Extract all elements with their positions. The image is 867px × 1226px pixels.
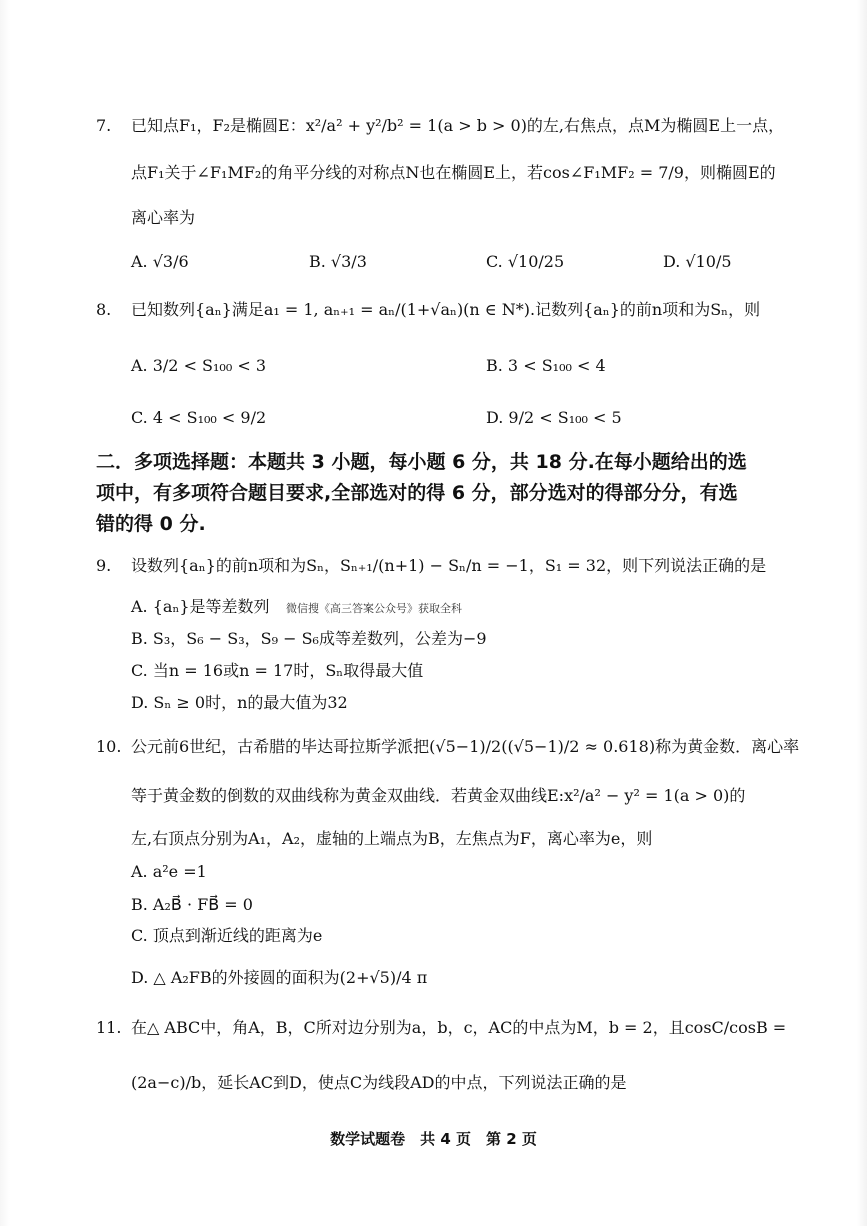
q9-option-d: D. Sₙ ≥ 0时，n的最大值为32 [131,693,348,712]
section2-heading-line3: 错的得 0 分. [96,513,206,535]
q8-text-line1: 已知数列{aₙ}满足a₁ = 1, aₙ₊₁ = aₙ/(1+√aₙ)(n ∈ N*).记数列{aₙ}的前n项和为Sₙ，则 [131,300,761,319]
page-footer: 数学试题卷 共 4 页 第 2 页 [330,1130,537,1148]
q9-option-c: C. 当n = 16或n = 17时，Sₙ取得最大值 [131,661,424,680]
q10-number: 10. [96,737,122,756]
q8-number: 8. [96,300,112,319]
q10-option-b: B. A₂B⃗ · FB⃗ = 0 [131,895,253,914]
q8-option-b: B. 3 < S₁₀₀ < 4 [486,356,606,375]
q7-option-d: D. √10/5 [663,252,732,271]
q7-text-line1: 已知点F₁，F₂是椭圆E：x²/a² + y²/b² = 1(a > b > 0)的左,右焦点，点M为椭圆E上一点， [131,116,785,135]
q9-option-b: B. S₃，S₆ − S₃，S₉ − S₆成等差数列，公差为−9 [131,629,487,648]
q9-option-a: A. {aₙ}是等差数列 [131,597,270,616]
q7-number: 7. [96,116,112,135]
q10-option-a: A. a²e =1 [131,862,207,881]
section2-heading-line1: 二．多项选择题：本题共 3 小题，每小题 6 分，共 18 分.在每小题给出的选 [96,451,747,473]
q7-option-b: B. √3/3 [309,252,367,271]
q11-text-line1: 在△ ABC中，角A，B，C所对边分别为a，b，c，AC的中点为M，b = 2，且cosC/cosB = [131,1018,787,1037]
q11-text-line2: (2a−c)/b，延长AC到D，使点C为线段AD的中点，下列说法正确的是 [131,1073,627,1092]
section2-heading-line2: 项中，有多项符合题目要求,全部选对的得 6 分，部分选对的得部分分，有选 [96,482,738,504]
q10-option-d: D. △ A₂FB的外接圆的面积为(2+√5)/4 π [131,968,428,987]
q7-option-a: A. √3/6 [131,252,189,271]
q10-text-line3: 左,右顶点分别为A₁，A₂，虚轴的上端点为B，左焦点为F，离心率为e，则 [131,829,653,848]
q8-option-d: D. 9/2 < S₁₀₀ < 5 [486,408,622,427]
q8-option-c: C. 4 < S₁₀₀ < 9/2 [131,408,267,427]
q10-text-line1: 公元前6世纪，古希腊的毕达哥拉斯学派把(√5−1)/2((√5−1)/2 ≈ 0.618)称为黄金数．离心率 [131,737,800,756]
q7-text-line3: 离心率为 [131,208,196,227]
q9-text-line1: 设数列{aₙ}的前n项和为Sₙ，Sₙ₊₁/(n+1) − Sₙ/n = −1，S₁ = 32，则下列说法正确的是 [131,556,767,575]
q10-text-line2: 等于黄金数的倒数的双曲线称为黄金双曲线．若黄金双曲线E:x²/a² − y² = 1(a > 0)的 [131,786,746,805]
q9-number: 9. [96,556,112,575]
q10-option-c: C. 顶点到渐近线的距离为e [131,926,323,945]
watermark-text: 微信搜《高三答案公众号》获取全科 [286,602,462,615]
q7-text-line2: 点F₁关于∠F₁MF₂的角平分线的对称点N也在椭圆E上，若cos∠F₁MF₂ = 7/9，则椭圆E的 [131,163,776,182]
q11-number: 11. [96,1018,122,1037]
q8-option-a: A. 3/2 < S₁₀₀ < 3 [131,356,267,375]
q7-option-c: C. √10/25 [486,252,565,271]
